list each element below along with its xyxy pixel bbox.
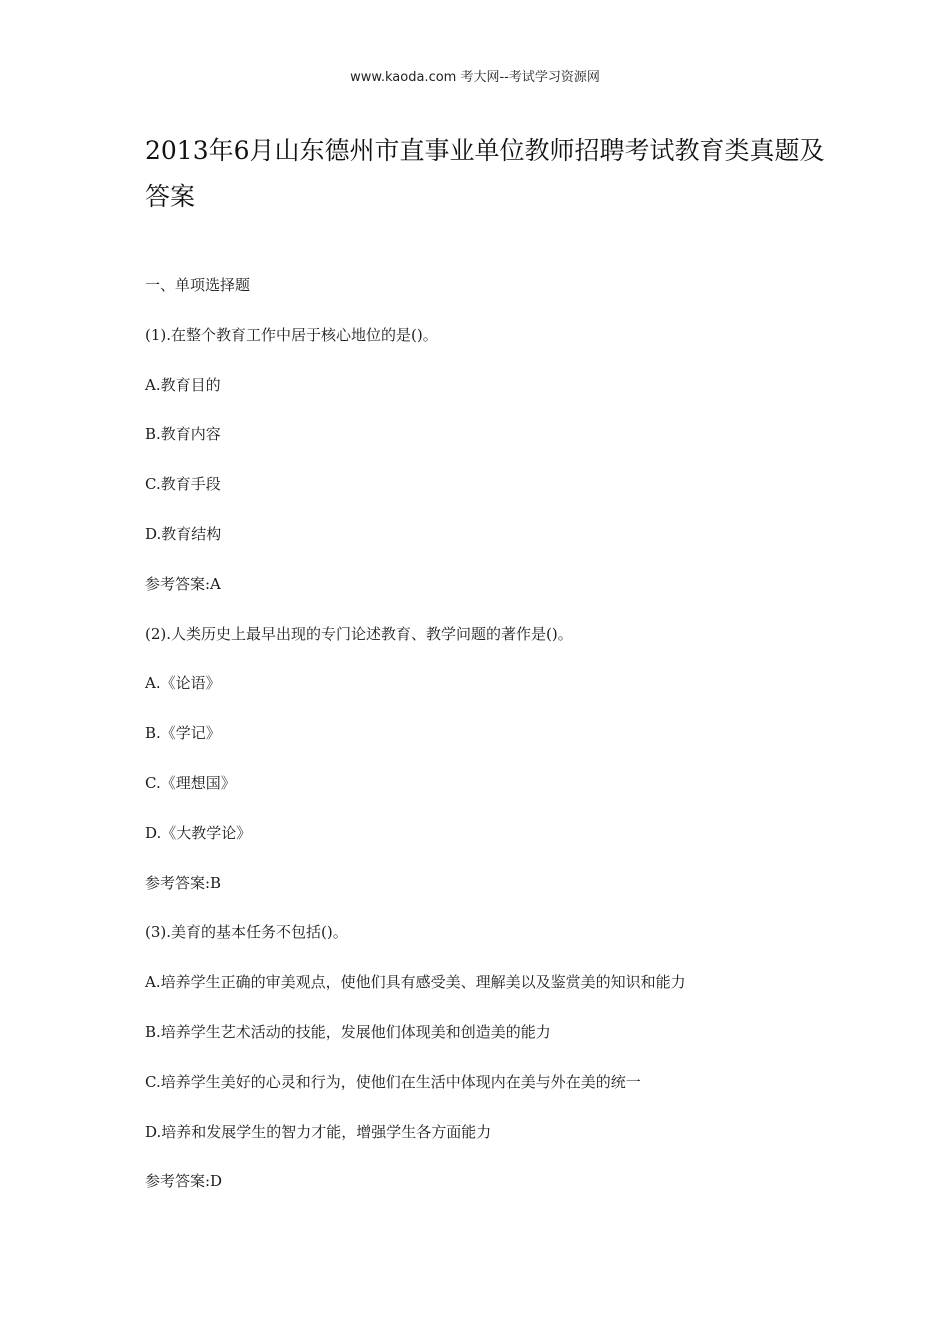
document-title: 2013年6月山东德州市直事业单位教师招聘考试教育类真题及答案 bbox=[145, 136, 825, 211]
option-b: B.培养学生艺术活动的技能，发展他们体现美和创造美的能力 bbox=[145, 1022, 551, 1041]
reference-answer: 参考答案:A bbox=[145, 574, 221, 593]
option-b: B.《学记》 bbox=[145, 724, 221, 743]
option-d: D.教育结构 bbox=[145, 524, 222, 543]
option-a: A.《论语》 bbox=[145, 674, 221, 693]
reference-answer: 参考答案:B bbox=[145, 873, 222, 892]
option-c: C.培养学生美好的心灵和行为，使他们在生活中体现内在美与外在美的统一 bbox=[145, 1072, 641, 1091]
page-header: www.kaoda.com 考大网--考试学习资源网 bbox=[350, 70, 600, 85]
option-b: B.教育内容 bbox=[145, 425, 221, 444]
option-a: A.教育目的 bbox=[145, 375, 221, 394]
option-a: A.培养学生正确的审美观点，使他们具有感受美、理解美以及鉴赏美的知识和能力 bbox=[145, 973, 686, 992]
option-c: C.教育手段 bbox=[145, 475, 221, 494]
question-stem: (3).美育的基本任务不包括()。 bbox=[145, 923, 348, 942]
question-stem: (2).人类历史上最早出现的专门论述教育、教学问题的著作是()。 bbox=[145, 624, 573, 643]
question-list bbox=[145, 272, 845, 1218]
option-d: D.《大教学论》 bbox=[145, 823, 252, 842]
reference-answer: 参考答案:D bbox=[145, 1172, 223, 1191]
question-stem: (1).在整个教育工作中居于核心地位的是()。 bbox=[145, 325, 438, 344]
option-c: C.《理想国》 bbox=[145, 773, 236, 792]
option-d: D.培养和发展学生的智力才能，增强学生各方面能力 bbox=[145, 1122, 492, 1141]
section-heading: 一、单项选择题 bbox=[145, 276, 251, 294]
